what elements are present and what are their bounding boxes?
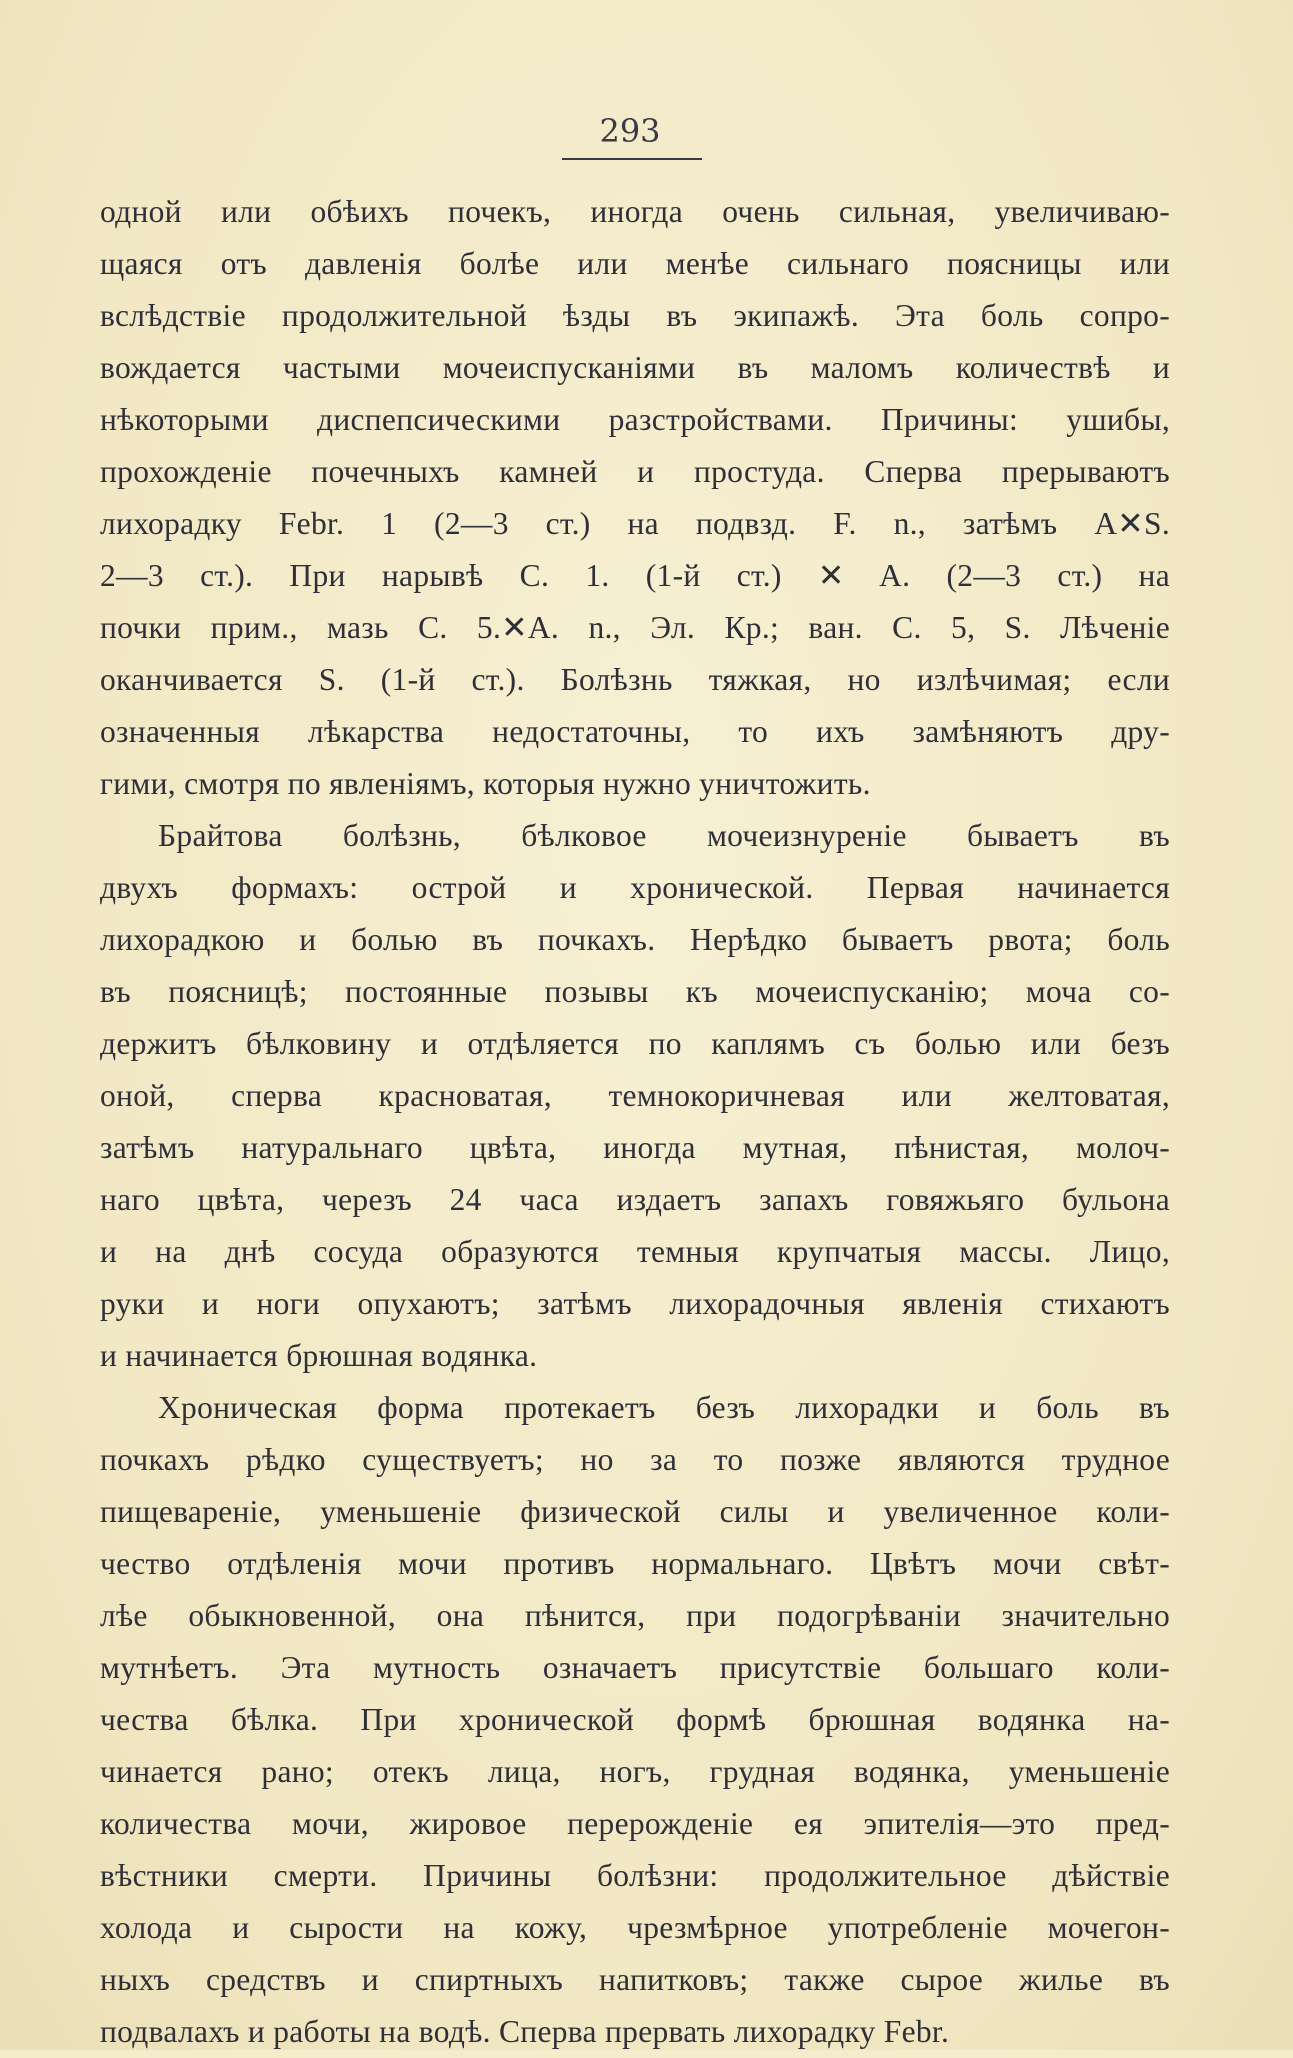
text-line: одной или обѣихъ почекъ, иногда очень сильная, увеличиваю- bbox=[100, 194, 1170, 229]
text-line: оной, сперва красноватая, темнокоричневая или желтоватая, bbox=[100, 1078, 1170, 1113]
text-line: вслѣдствіе продолжительной ѣзды въ экипажѣ. Эта боль сопро- bbox=[100, 298, 1170, 333]
text-line: означенныя лѣкарства недостаточны, то ихъ замѣняютъ дру- bbox=[100, 714, 1170, 749]
text-line: мутнѣетъ. Эта мутность означаетъ присутствіе большаго коли- bbox=[100, 1650, 1170, 1685]
text-line: наго цвѣта, черезъ 24 часа издаетъ запахъ говяжьяго бульона bbox=[100, 1182, 1170, 1217]
text-line: лѣе обыкновенной, она пѣнится, при подогрѣваніи значительно bbox=[100, 1598, 1170, 1633]
text-line: и начинается брюшная водянка. bbox=[100, 1338, 538, 1373]
text-line: лихорадкою и болью въ почкахъ. Нерѣдко бываетъ рвота; боль bbox=[100, 922, 1170, 957]
text-line: вождается частыми мочеиспусканіями въ маломъ количествѣ и bbox=[100, 350, 1170, 385]
text-line: чество отдѣленія мочи противъ нормальнаго. Цвѣтъ мочи свѣт- bbox=[100, 1546, 1170, 1581]
text-line: пищевареніе, уменьшеніе физической силы и увеличенное коли- bbox=[100, 1494, 1170, 1529]
text-line: и на днѣ сосуда образуются темныя крупчатыя массы. Лицо, bbox=[100, 1234, 1170, 1269]
header-rule bbox=[562, 158, 702, 160]
text-line: почки прим., мазь C. 5.✕A. n., Эл. Кр.; ван. C. 5, S. Лѣченіе bbox=[100, 610, 1170, 645]
text-line: вѣстники смерти. Причины болѣзни: продолжительное дѣйствіе bbox=[100, 1858, 1170, 1893]
text-line: руки и ноги опухаютъ; затѣмъ лихорадочныя явленія стихаютъ bbox=[100, 1286, 1170, 1321]
text-line: чества бѣлка. При хронической формѣ брюшная водянка на- bbox=[100, 1702, 1170, 1737]
text-line: 2—3 ст.). При нарывѣ C. 1. (1-й ст.) ✕ A. (2—3 ст.) на bbox=[100, 558, 1170, 593]
text-line: ныхъ средствъ и спиртныхъ напитковъ; также сырое жилье въ bbox=[100, 1962, 1170, 1997]
text-line: гими, смотря по явленіямъ, которыя нужно уничтожить. bbox=[100, 766, 871, 801]
text-line: подвалахъ и работы на водѣ. Сперва прервать лихорадку Febr. bbox=[100, 2014, 950, 2049]
text-line: затѣмъ натуральнаго цвѣта, иногда мутная, пѣнистая, молоч- bbox=[100, 1130, 1170, 1165]
text-line: въ поясницѣ; постоянные позывы къ мочеиспусканію; моча со- bbox=[100, 974, 1170, 1009]
text-line: Хроническая форма протекаетъ безъ лихорадки и боль въ bbox=[158, 1390, 1170, 1425]
text-line: оканчивается S. (1-й ст.). Болѣзнь тяжкая, но излѣчимая; если bbox=[100, 662, 1170, 697]
text-line: лихорадку Febr. 1 (2—3 ст.) на подвзд. F. n., затѣмъ A✕S. bbox=[100, 506, 1170, 541]
text-line: нѣкоторыми диспепсическими разстройствами. Причины: ушибы, bbox=[100, 402, 1170, 437]
text-line: холода и сырости на кожу, чрезмѣрное употребленіе мочегон- bbox=[100, 1910, 1170, 1945]
text-line: двухъ формахъ: острой и хронической. Первая начинается bbox=[100, 870, 1170, 905]
text-line: чинается рано; отекъ лица, ногъ, грудная водянка, уменьшеніе bbox=[100, 1754, 1170, 1789]
body-text bbox=[100, 186, 1170, 2058]
text-line: прохожденіе почечныхъ камней и простуда. Сперва прерываютъ bbox=[100, 454, 1170, 489]
text-line: количества мочи, жировое перерожденіе ея эпителія—это пред- bbox=[100, 1806, 1170, 1841]
text-line: почкахъ рѣдко существуетъ; но за то позже являются трудное bbox=[100, 1442, 1170, 1477]
text-line: держитъ бѣлковину и отдѣляется по каплямъ съ болью или безъ bbox=[100, 1026, 1170, 1061]
text-line: щаяся отъ давленія болѣе или менѣе сильнаго поясницы или bbox=[100, 246, 1170, 281]
text-line: Брайтова болѣзнь, бѣлковое мочеизнуреніе бываетъ въ bbox=[158, 818, 1170, 853]
page-number: 293 bbox=[599, 112, 661, 150]
